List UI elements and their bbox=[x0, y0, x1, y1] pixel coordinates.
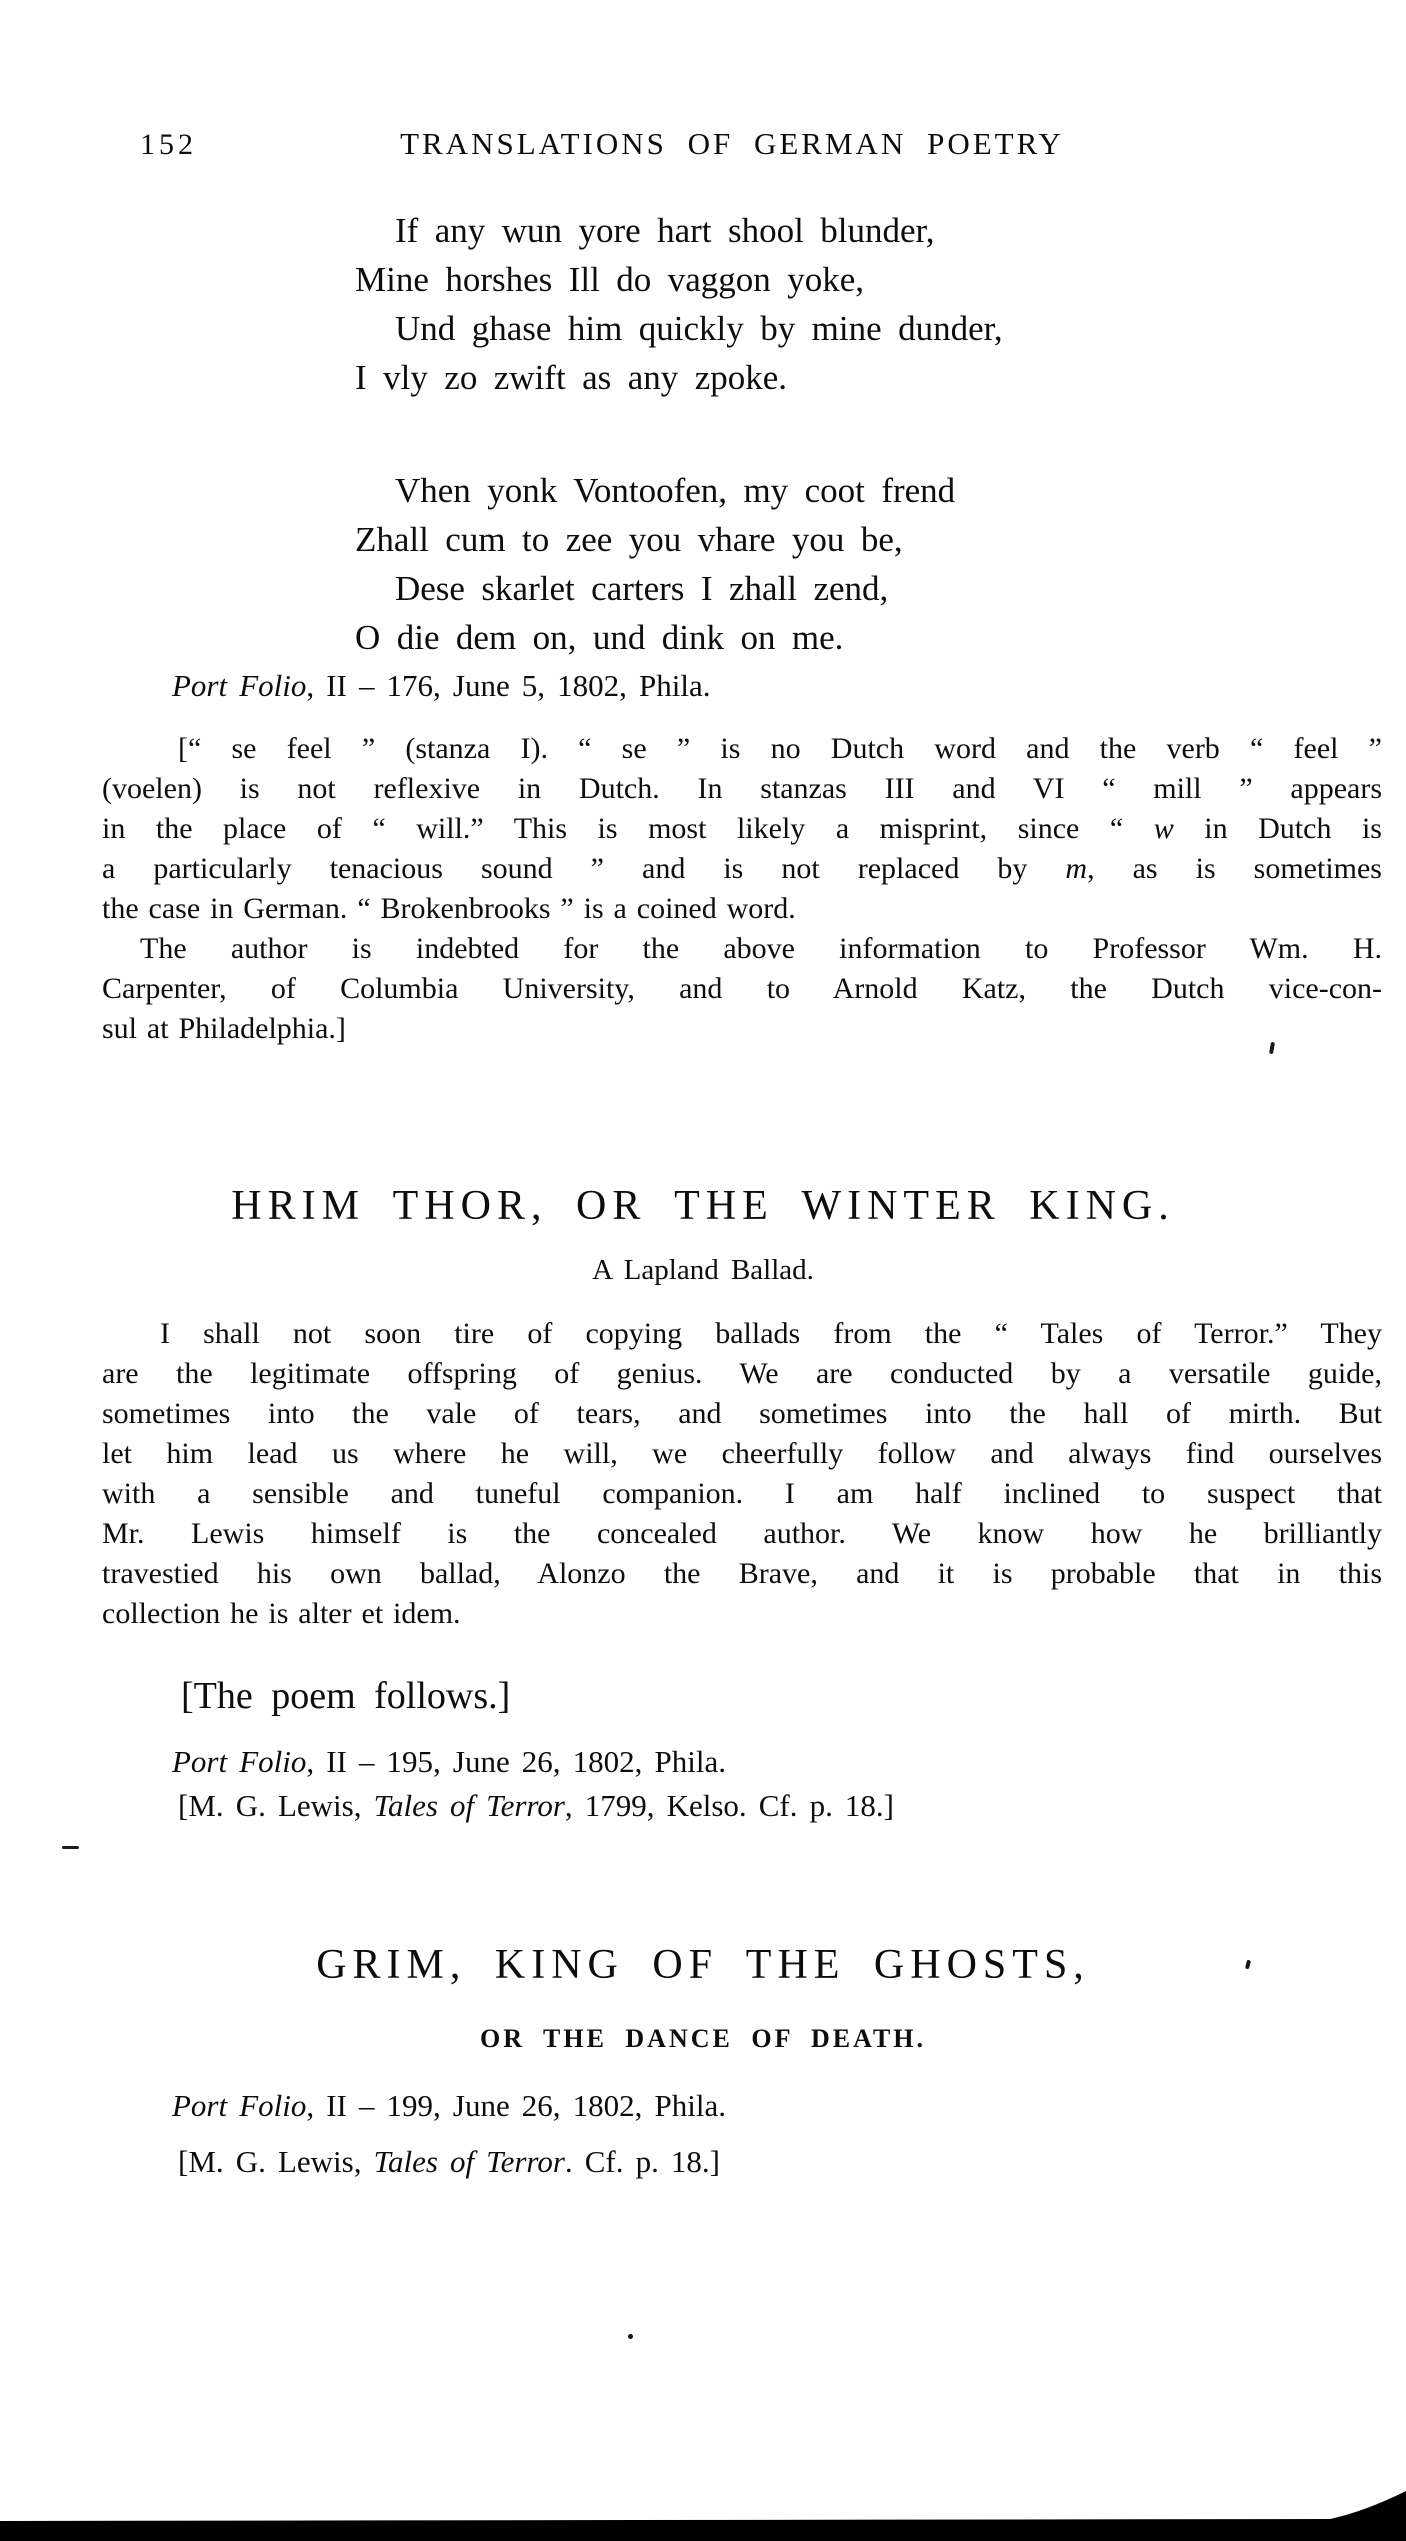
commentary-line: travestied his own ballad, Alonzo the Brave, and it is probable that in this bbox=[102, 1557, 1382, 1590]
margin-dash-artifact bbox=[62, 1846, 79, 1849]
poem-stanza-1 bbox=[355, 206, 1003, 402]
poem-line: Mine horshes Ill do vaggon yoke, bbox=[355, 260, 864, 299]
editorial-note-paragraph-1 bbox=[102, 729, 1382, 929]
note-line: the case in German. “ Brokenbrooks ” is a coined word. bbox=[102, 892, 796, 925]
note-line: [“ se feel ” (stanza I). “ se ” is no Dutch word and the verb “ feel ” bbox=[178, 732, 1382, 765]
note-line: in the place of “ will.” This is most likely a misprint, since “ w in Dutch is bbox=[102, 812, 1382, 845]
citation-port-folio-195: Port Folio, II – 195, June 26, 1802, Phila. bbox=[172, 1744, 726, 1779]
scan-speck bbox=[1245, 1960, 1251, 1970]
note-line: Carpenter, of Columbia University, and to Arnold Katz, the Dutch vice-con- bbox=[102, 972, 1382, 1005]
section-title-hrim-thor: HRIM THOR, OR THE WINTER KING. bbox=[231, 1183, 1175, 1229]
poem-line: Dese skarlet carters I zhall zend, bbox=[395, 569, 889, 608]
note-line: The author is indebted for the above information to Professor Wm. H. bbox=[140, 932, 1382, 965]
section-subtitle-lapland-ballad: A Lapland Ballad. bbox=[592, 1254, 814, 1286]
attribution-lewis-tales-of-terror: [M. G. Lewis, Tales of Terror. Cf. p. 18.] bbox=[178, 2144, 720, 2179]
attribution-lewis-tales-of-terror-1799: [M. G. Lewis, Tales of Terror, 1799, Kelso. Cf. p. 18.] bbox=[178, 1788, 894, 1823]
poem-line: Zhall cum to zee you vhare you be, bbox=[355, 520, 903, 559]
section-subtitle-dance-of-death: OR THE DANCE OF DEATH. bbox=[479, 2024, 927, 2053]
poem-line: I vly zo zwift as any zpoke. bbox=[355, 358, 788, 397]
note-line: (voelen) is not reflexive in Dutch. In stanzas III and VI “ mill ” appears bbox=[102, 772, 1382, 805]
commentary-line: with a sensible and tuneful companion. I am half inclined to suspect that bbox=[102, 1477, 1382, 1510]
poem-line: Und ghase him quickly by mine dunder, bbox=[395, 309, 1003, 348]
citation-port-folio-199: Port Folio, II – 199, June 26, 1802, Phila. bbox=[172, 2088, 726, 2123]
poem-line: O die dem on, und dink on me. bbox=[355, 618, 844, 657]
scan-speck bbox=[628, 2334, 633, 2339]
poem-stanza-2 bbox=[355, 466, 955, 662]
scan-edge-black-bar bbox=[0, 2491, 1406, 2541]
commentary-line: sometimes into the vale of tears, and sometimes into the hall of mirth. But bbox=[102, 1397, 1382, 1430]
commentary-line: let him lead us where he will, we cheerfully follow and always find ourselves bbox=[102, 1437, 1382, 1470]
poem-line: Vhen yonk Vontoofen, my coot frend bbox=[395, 471, 956, 510]
citation-port-folio-176: Port Folio, II – 176, June 5, 1802, Phila. bbox=[172, 668, 711, 703]
note-line: sul at Philadelphia.] bbox=[102, 1012, 346, 1045]
running-head bbox=[0, 126, 1406, 168]
poem-placeholder-note: [The poem follows.] bbox=[181, 1675, 511, 1717]
running-title: TRANSLATIONS OF GERMAN POETRY bbox=[400, 126, 1064, 161]
poem-line: If any wun yore hart shool blunder, bbox=[395, 211, 935, 250]
commentary-line: collection he is alter et idem. bbox=[102, 1597, 461, 1630]
commentary-line: Mr. Lewis himself is the concealed author. We know how he brilliantly bbox=[102, 1517, 1382, 1550]
page-number: 152 bbox=[140, 128, 197, 161]
section-title-grim-king: GRIM, KING OF THE GHOSTS, bbox=[316, 1942, 1090, 1988]
commentary-line: I shall not soon tire of copying ballads from the “ Tales of Terror.” They bbox=[160, 1317, 1382, 1350]
hrim-thor-commentary bbox=[102, 1314, 1382, 1634]
note-line: a particularly tenacious sound ” and is not replaced by m, as is sometimes bbox=[102, 852, 1382, 885]
commentary-line: are the legitimate offspring of genius. We are conducted by a versatile guide, bbox=[102, 1357, 1382, 1390]
editorial-note-paragraph-2 bbox=[102, 929, 1382, 1049]
